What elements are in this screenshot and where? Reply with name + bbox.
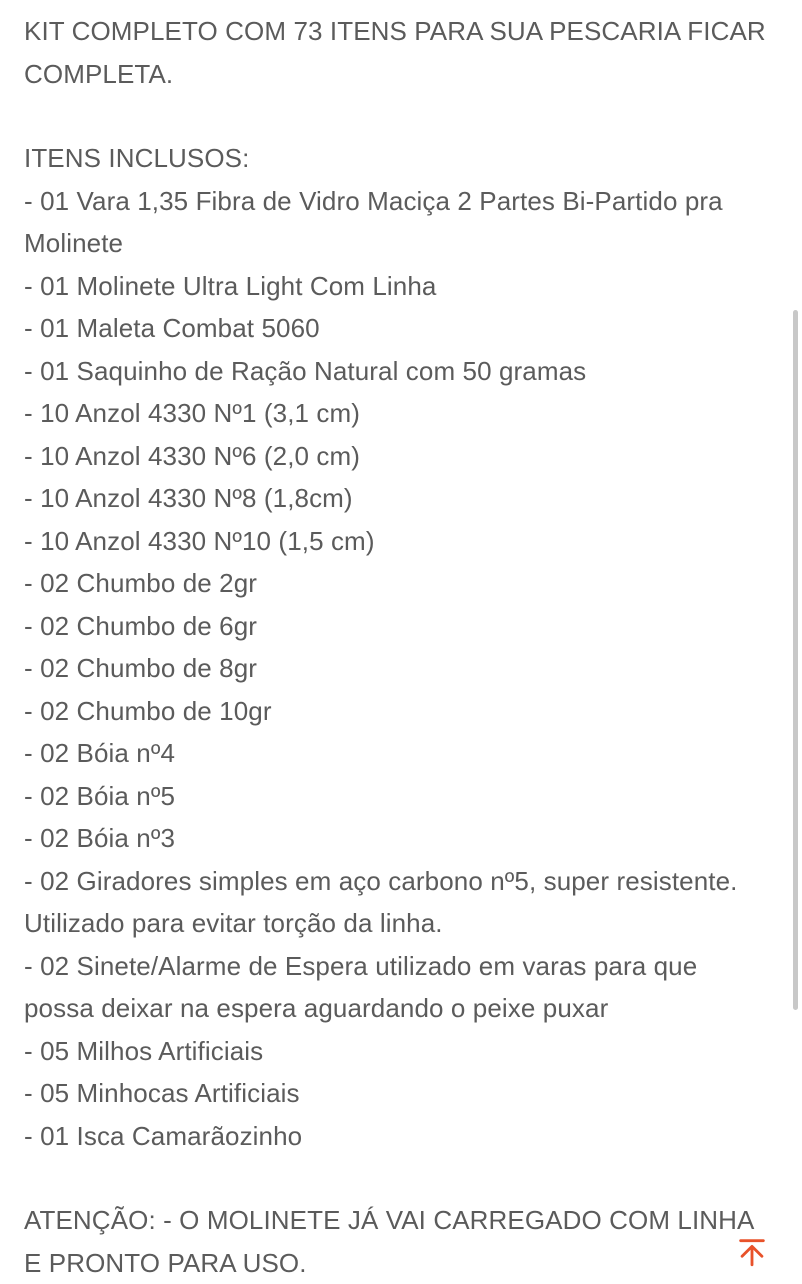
list-item: - 01 Maleta Combat 5060 — [24, 313, 320, 343]
list-item: - 01 Vara 1,35 Fibra de Vidro Maciça 2 Partes Bi-Partido pra Molinete — [24, 185, 723, 258]
list-item: - 10 Anzol 4330 Nº8 (1,8cm) — [24, 483, 353, 513]
list-item: - 05 Milhos Artificiais — [24, 1035, 264, 1066]
scrollbar[interactable] — [794, 0, 800, 1280]
list-item: - 02 Chumbo de 10gr — [24, 695, 272, 726]
list-item: - 10 Anzol 4330 Nº6 (2,0 cm) — [24, 440, 361, 471]
document-body — [24, 10, 772, 1284]
list-item: - 02 Bóia nº3 — [24, 823, 176, 853]
intro-paragraph: KIT COMPLETO COM 73 ITENS PARA SUA PESCARIA FICAR COMPLETA. — [24, 16, 766, 89]
list-item: - 01 Saquinho de Ração Natural com 50 gramas — [24, 355, 587, 386]
list-item: - 10 Anzol 4330 Nº10 (1,5 cm) — [24, 525, 375, 556]
list-item: - 02 Giradores simples em aço carbono nº5, super resistente. Utilizado para evitar torção da linha. — [24, 865, 738, 938]
items-heading: ITENS INCLUSOS: — [24, 143, 250, 173]
back-to-top-button[interactable] — [730, 1230, 774, 1274]
arrow-up-to-line-icon — [735, 1235, 769, 1269]
list-item: - 02 Chumbo de 8gr — [24, 653, 258, 683]
paragraph-spacer — [24, 95, 772, 137]
items-list — [24, 180, 772, 1158]
list-item: - 02 Bóia nº4 — [24, 738, 176, 768]
list-item: - 05 Minhocas Artificiais — [24, 1078, 300, 1108]
list-item: - 02 Chumbo de 2gr — [24, 568, 258, 598]
notice-paragraph: ATENÇÃO: - O MOLINETE JÁ VAI CARREGADO COM LINHA E PRONTO PARA USO. — [24, 1205, 754, 1278]
list-item: - 01 Isca Camarãozinho — [24, 1120, 303, 1151]
list-item: - 02 Chumbo de 6gr — [24, 610, 258, 641]
scrollbar-thumb[interactable] — [793, 310, 798, 1010]
list-item: - 02 Sinete/Alarme de Espera utilizado em varas para que possa deixar na espera aguardando o peixe puxar — [24, 950, 698, 1023]
list-item: - 01 Molinete Ultra Light Com Linha — [24, 270, 437, 301]
list-item: - 02 Bóia nº5 — [24, 780, 176, 811]
notice-spacer — [24, 1157, 772, 1199]
list-item: - 10 Anzol 4330 Nº1 (3,1 cm) — [24, 398, 361, 428]
